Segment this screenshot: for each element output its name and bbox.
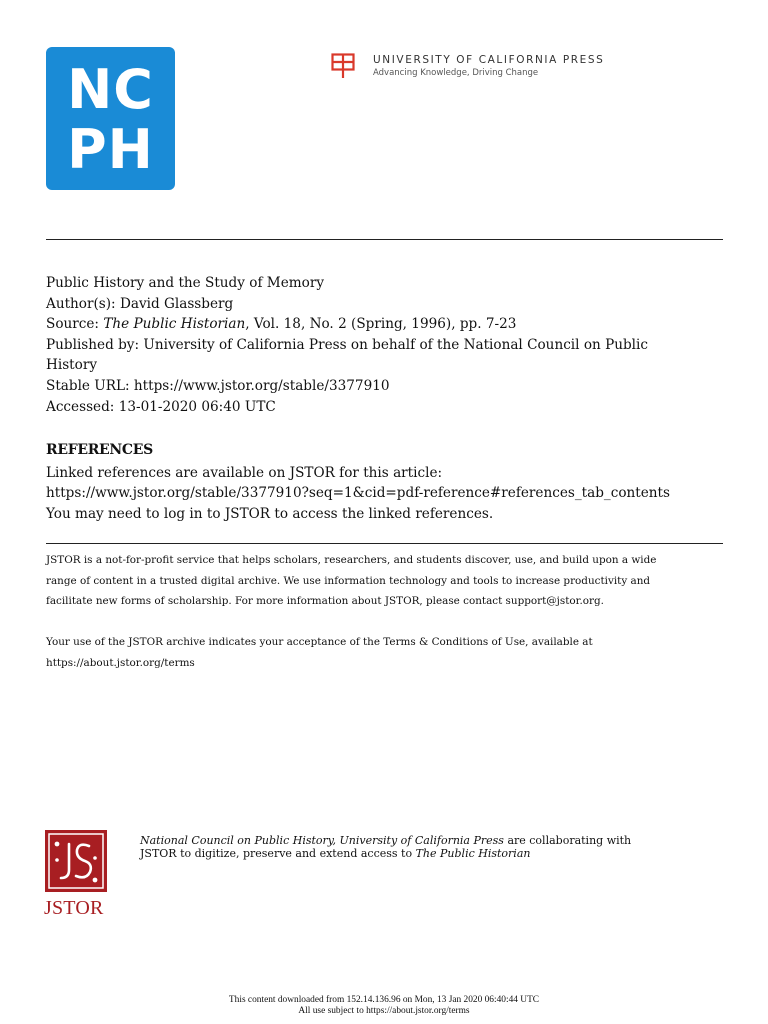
references-line1: Linked references are available on JSTOR for this article:: [46, 464, 443, 481]
terms-notice: All use subject to https://about.jstor.org/terms: [298, 1006, 470, 1016]
divider-top: [46, 239, 723, 240]
jstor-emblem-icon: [45, 830, 107, 892]
collaboration-line2: [140, 847, 530, 860]
source-prefix: Source:: [46, 316, 104, 333]
published-by-line2: History: [46, 357, 98, 374]
source-details: , Vol. 18, No. 2 (Spring, 1996), pp. 7-23: [245, 316, 517, 333]
about-jstor-line3: facilitate new forms of scholarship. For more information about JSTOR, please contact support@jstor.org.: [46, 595, 604, 608]
references-heading: REFERENCES: [46, 442, 153, 458]
ucpress-tagline: Advancing Knowledge, Driving Change: [373, 68, 539, 78]
terms-link[interactable]: https://about.jstor.org/terms: [46, 656, 195, 669]
about-jstor-line2: range of content in a trusted digital archive. We use information technology and tools to increase productivity and: [46, 574, 651, 587]
about-jstor-line1: JSTOR is a not-for-profit service that helps scholars, researchers, and students discover, use, and build upon a wide: [46, 554, 657, 566]
ucpress-logo-icon: [331, 53, 355, 79]
article-author: Author(s): David Glassberg: [46, 295, 234, 312]
ncph-logo: [46, 47, 175, 190]
collaboration-text: are collaborating with: [503, 834, 632, 847]
article-source: [46, 314, 726, 335]
references-line3: You may need to log in to JSTOR to access the linked references.: [46, 505, 494, 522]
article-title: Public History and the Study of Memory: [46, 275, 325, 291]
accessed-date: Accessed: 13-01-2020 06:40 UTC: [46, 398, 276, 415]
source-journal: The Public Historian: [103, 316, 246, 333]
divider-middle: [46, 543, 723, 544]
collaboration-publishers: National Council on Public History, University of California Press: [140, 834, 504, 847]
terms-line1: Your use of the JSTOR archive indicates your acceptance of the Terms & Conditions of Use, available at: [46, 636, 593, 648]
ncph-logo-line1: NC: [67, 58, 154, 121]
collaboration-line1: [140, 834, 631, 847]
ncph-logo-line2: PH: [67, 118, 154, 181]
download-notice: This content downloaded from 152.14.136.96 on Mon, 13 Jan 2020 06:40:44 UTC: [228, 995, 540, 1005]
references-link[interactable]: https://www.jstor.org/stable/3377910?seq=1&cid=pdf-reference#references_tab_contents: [46, 485, 670, 502]
published-by-line1: Published by: University of California Press on behalf of the National Council on Public: [46, 336, 648, 353]
stable-url[interactable]: Stable URL: https://www.jstor.org/stable/3377910: [46, 378, 390, 394]
ucpress-name: UNIVERSITY OF CALIFORNIA PRESS: [373, 54, 605, 66]
collaboration-text-2: JSTOR to digitize, preserve and extend access to: [140, 847, 416, 860]
jstor-wordmark: JSTOR: [44, 897, 104, 919]
collaboration-journal: The Public Historian: [415, 847, 531, 860]
